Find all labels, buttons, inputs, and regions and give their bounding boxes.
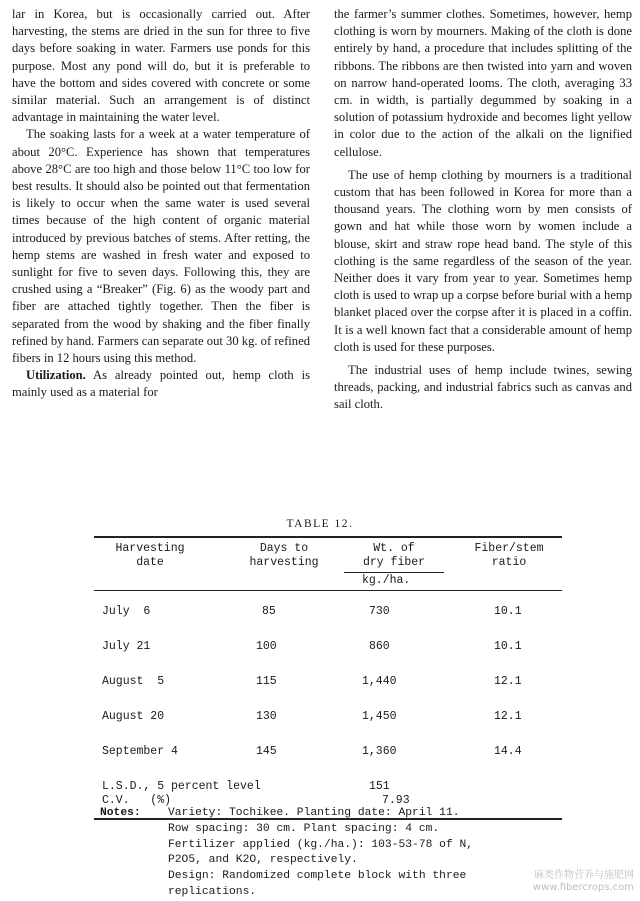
paragraph-industrial-uses: The industrial uses of hemp include twines, sewing threads, packing, and industrial fabrics such as canvas and sail cloth.	[334, 363, 632, 412]
header-fiber-stem-ratio: Fiber/stem ratio	[474, 542, 544, 569]
note-line: Variety: Tochikee. Planting date: April 11.	[168, 807, 460, 819]
note-line: replications.	[168, 885, 257, 898]
paragraph-retting: lar in Korea, but is occasionally carried out. After harvesting, the stems are dried in the sun for three to five days before soaking in water. Farmers use ponds for this purpose. Most any pond will do, but it is preferable to have the bottom and sides covered with concrete or some similar material. Such an arrangement is of distinct advantage in maintaining the water level.	[12, 7, 310, 125]
note-line: Design: Randomized complete block with three	[168, 870, 467, 883]
right-text-column	[334, 6, 632, 414]
left-text-column	[12, 6, 310, 402]
unit-rule	[344, 572, 444, 573]
header-harvesting-date: Harvesting date	[115, 542, 185, 569]
paragraph-soaking: The soaking lasts for a week at a water temperature of about 20°C. Experience has shown that temperatures above 28°C are too high and those below 11°C too low for best results. It should also be pointed out that fermentation is likely to occur when the same water is used several times because of the high content of organic material introduced by previous batches of stems. After retting, the hemp stems are washed in fresh water and exposed to sunlight for five to seven days. Following this, they are crushed using a “Breaker” (Fig. 6) as the woody part and fiber are attached tightly together. Then the fiber is separated from the wood by shaking and the fiber finally refined by hand. Farmers can separate out 30 kg. of refined fibers in 12 hours using this method.	[12, 127, 310, 366]
notes-lines	[168, 806, 588, 901]
note-line: Fertilizer applied (kg./ha.): 103-53-78 of N,	[168, 838, 474, 851]
utilization-text: As already pointed out, hemp cloth is mainly used as a material for	[12, 368, 310, 400]
header-bottom-rule	[94, 590, 562, 591]
header-dry-fiber-weight: Wt. of dry fiber	[362, 542, 426, 569]
watermark: 麻类作物营养与施肥网 www.fibercrops.com	[532, 870, 634, 893]
paragraph-mourners: The use of hemp clothing by mourners is a traditional custom that has been followed in Korea for more than a thousand years. The clothing worn by men consists of gown and hat while those worn by women include a blouse, skirt and straw rope head band. The style of this clothing is the same regardless of the season of the year. Neither does it vary from year to year. Sometimes hemp cloth is used to wrap up a corpse before burial with a hemp blanket placed over the corpse after it is placed in a coffin. It is a well known fact that a considerable amount of hemp cloth is used for these purposes.	[334, 167, 632, 354]
table-caption: TABLE 12.	[286, 518, 354, 530]
paragraph-cloth-making: the farmer’s summer clothes. Sometimes, however, hemp clothing is worn by mourners. Making of the cloth is done entirely by hand, a procedure that includes splitting of the ribbons. The ribbons are then twisted into yarn and woven on narrow hand-operated looms. The cloth, averaging 33 cm. in width, is partially degummed by soaking in a solution of potassium hydroxide and becomes light yellow in color due to the action of the alkali on the lignified cellulose.	[334, 7, 632, 159]
document-page: lar in Korea, but is occasionally carried out. After harvesting, the stems are dried in the sun for three to five days before soaking in water. Farmers use ponds for this purpose. Most any pond will do, but it is preferable to have the bottom and sides covered with concrete or some similar material. Such an arrangement is of distinct advantage in maintaining the water level. The soaking lasts for a week at a water temperature of about 20°C. Experience has shown that temperatures above 28°C are too high and those below 11°C too low for best results. It should also be pointed out that fermentation is likely to occur when the same water is used several times because of the high content of organic material introduced by previous batches of stems. After retting, the hemp stems are washed in fresh water and exposed to sunlight for five to seven days. Following this, they are crushed using a “Breaker” (Fig. 6) as the woody part and fiber are attached tightly together. Then the fiber is separated from the wood by shaking and the fiber finally refined by hand. Farmers can separate out 30 kg. of refined fibers in 12 hours using this method. Utilization. As already pointed out, hemp cloth is mainly used as a material for the farmer’s summer clothes. Sometimes, however, hemp clothing is worn by mourners. Making of the cloth is done entirely by hand, a procedure that includes splitting of the ribbons. The ribbons are then twisted into yarn and woven on narrow hand-operated looms. The cloth, averaging 33 cm. in width, is partially degummed by soaking in a solution of potassium hydroxide and becomes light yellow in color due to the action of the alkali on the lignified cellulose. The use of hemp clothing by mourners is a traditional custom that has been followed in Korea for more than a thousand years. The clothing worn by men consists of gown and hat while those worn by women include a blouse, skirt and straw rope head band. The style of this clothing is the same regardless of the season of the year. Neither does it vary from year to year. Sometimes hemp cloth is used to wrap up a corpse before burial with a hemp blanket placed over the corpse after it is placed in a coffin. It is a well known fact that a considerable amount of hemp cloth is used for these purposes. The industrial uses of hemp include twines, sewing threads, packing, and industrial fabrics such as canvas and sail cloth. TABLE 12. Harvesting date Days to harvesting Wt. of dry fiber Fiber/stem ratio kg./ha. July 6 85 730 10.1 July 21 100 860 10.1 August 5 115 1,440 12.1 August 20 130 1,450 12.1 September 4 145 1,360 14.4 L.S.D., 5 percent level 151 C.V. (%) 7.93 Notes: Variety: Tochikee. Planting date: April 11. Row spacing: 30 cm. Plant spacing: 4 cm. Fertilizer applied (kg./ha.): 103-53-78 of N, P2O5, and K2O, respectively. Design: Randomized complete block with three replications. 麻类作物营养与施肥网 www.fibercrops.com	[0, 0, 640, 900]
notes-label: Notes:	[100, 807, 141, 819]
table-top-rule	[94, 536, 562, 538]
note-line: P2O5, and K2O, respectively.	[168, 854, 358, 867]
utilization-heading: Utilization.	[26, 368, 86, 383]
unit-label: kg./ha.	[362, 574, 411, 587]
paragraph-utilization	[12, 367, 310, 401]
note-line: Row spacing: 30 cm. Plant spacing: 4 cm.	[168, 822, 440, 835]
header-days-to-harvesting: Days to harvesting	[249, 542, 319, 569]
